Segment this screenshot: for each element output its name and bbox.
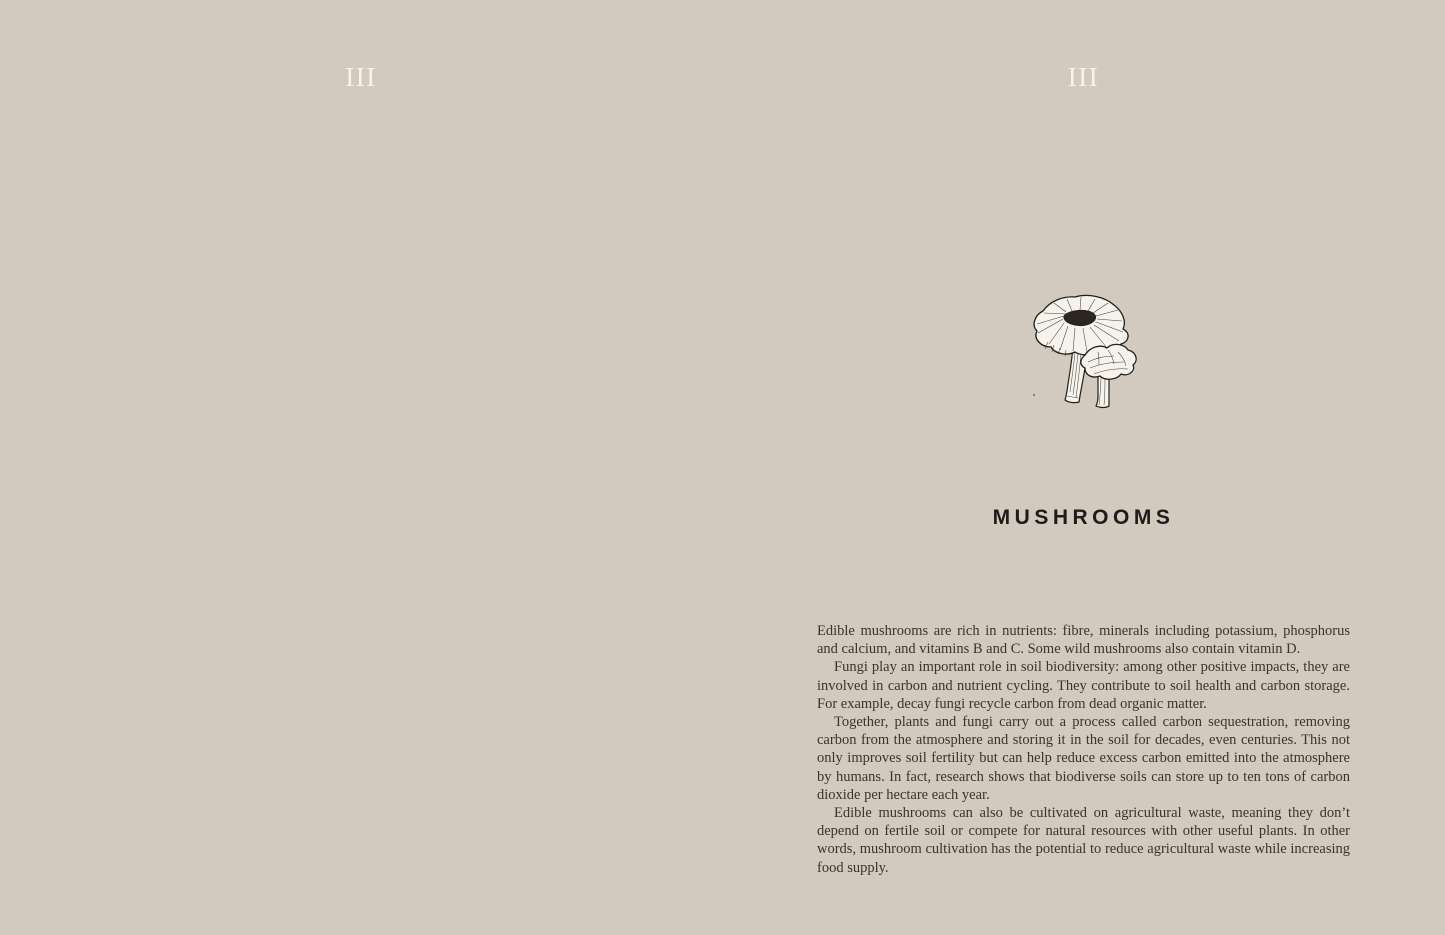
paragraph-2: Fungi play an important role in soil biodiversity: among other positive impacts, they are involved in carbon and nutrient cycling. They contribute to soil health and carbon storage. For example, decay fungi recycle carbon from dead organic matter. — [817, 659, 1350, 712]
paragraph-1: Edible mushrooms are rich in nutrients: fibre, minerals including potassium, phosphorus and calcium, and vitamins B and C. Some wild mushrooms also contain vitamin D. — [817, 623, 1350, 658]
page-number-left: III — [345, 62, 377, 92]
body-text — [817, 622, 1350, 877]
chanterelle-mushrooms-icon — [1028, 292, 1140, 410]
paragraph-4: Edible mushrooms can also be cultivated on agricultural waste, meaning they don’t depend on fertile soil or compete for natural resources with other useful plants. In other words, mushroom cultivation has the potential to reduce agricultural waste while increasing food supply. — [817, 805, 1350, 876]
paragraph-3: Together, plants and fungi carry out a process called carbon sequestration, removing carbon from the atmosphere and storing it in the soil for decades, even centuries. This not only improves soil fertility but can help reduce excess carbon emitted into the atmosphere by humans. In fact, research shows that biodiverse soils can store up to ten tons of carbon dioxide per hectare each year. — [817, 714, 1350, 803]
page-left — [0, 0, 722, 935]
chapter-title: MUSHROOMS — [992, 506, 1175, 529]
page-number-right: III — [1067, 62, 1100, 92]
page-right — [722, 0, 1445, 935]
